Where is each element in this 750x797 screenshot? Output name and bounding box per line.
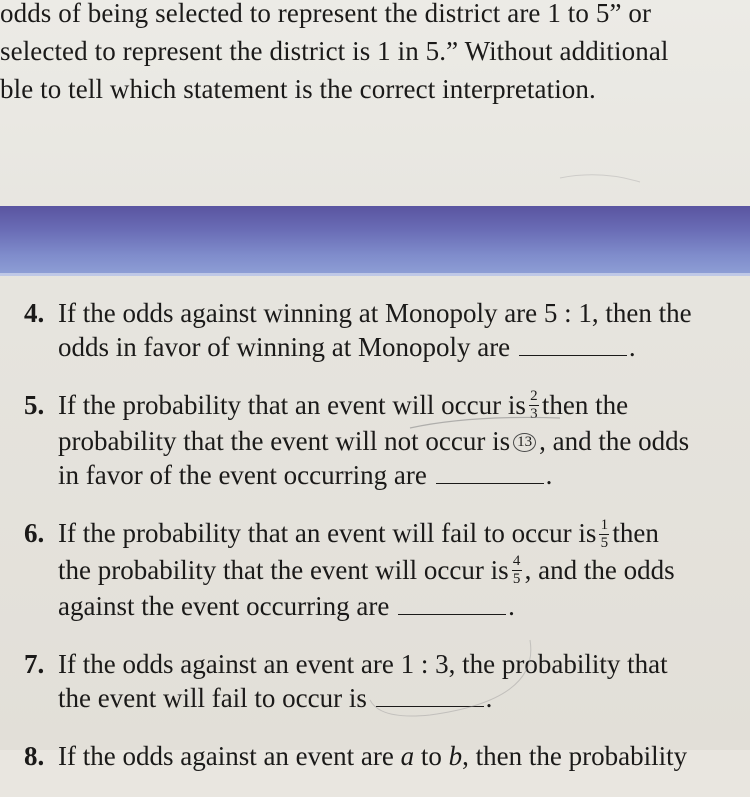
denominator: 3 — [530, 406, 538, 423]
section-header-band — [0, 206, 750, 276]
problem-text: If the odds against winning at Monopoly are 5 : 1, then the — [58, 298, 692, 328]
denominator: 5 — [600, 534, 609, 551]
problem-text: , then the probability — [462, 740, 688, 771]
problem-text: If the odds against an event are — [58, 740, 394, 771]
problem-6 — [24, 516, 750, 623]
answer-blank[interactable] — [519, 333, 627, 356]
intro-line-3: ble to tell which statement is the correct interpretation. — [0, 74, 596, 104]
answer-blank[interactable] — [398, 592, 506, 615]
numerator: 1 — [600, 516, 609, 533]
problem-line — [58, 647, 750, 681]
problem-line — [58, 681, 750, 715]
problem-line — [58, 296, 750, 330]
problem-text: to — [420, 740, 442, 771]
variable-a: a — [400, 740, 415, 771]
problem-5 — [24, 388, 750, 492]
problem-number: 4. — [24, 298, 45, 328]
problem-text: the event will fail to occur is — [58, 682, 367, 713]
denominator: 5 — [512, 570, 521, 587]
numerator: 4 — [512, 552, 521, 569]
intro-text — [0, 0, 750, 108]
problem-text: then — [612, 518, 659, 549]
period: . — [628, 332, 636, 362]
denominator: 3 — [524, 433, 533, 450]
numerator: 1 — [517, 433, 525, 450]
problem-text: If the probability that an event will occur is — [58, 390, 526, 420]
problem-text: the probability that the event will occur is — [58, 554, 509, 585]
problem-list — [24, 296, 750, 797]
problem-text: in favor of the event occurring are — [58, 460, 427, 491]
problem-number: 8. — [24, 740, 45, 771]
problem-8 — [24, 739, 750, 773]
problem-line — [58, 458, 750, 492]
problem-line — [58, 388, 750, 424]
numerator: 2 — [530, 388, 538, 405]
problem-text: , and the odds — [539, 426, 690, 457]
problem-line — [58, 553, 750, 589]
problem-text: against the event occurring are — [58, 590, 390, 621]
circled-fraction — [513, 433, 536, 452]
problem-text: , and the odds — [524, 554, 675, 585]
problem-number: 6. — [24, 518, 45, 549]
intro-line-2: selected to represent the district is 1 in 5.” Without additional — [0, 36, 669, 66]
problem-number: 7. — [24, 648, 45, 679]
problem-7 — [24, 647, 750, 715]
problem-text: probability that the event will not occur is — [58, 426, 511, 457]
intro-line-1: odds of being selected to represent the district are 1 to 5” or — [0, 0, 652, 28]
problem-text: If the odds against an event are 1 : 3, the probability that — [58, 648, 668, 679]
period: . — [508, 590, 515, 621]
problem-line — [58, 424, 750, 458]
problem-line — [58, 739, 750, 773]
problem-4 — [24, 296, 750, 364]
problem-line — [58, 330, 750, 364]
answer-blank[interactable] — [436, 461, 544, 484]
variable-b: b — [448, 740, 463, 771]
period: . — [545, 460, 553, 491]
period: . — [485, 682, 493, 713]
problem-text: then the — [541, 390, 629, 420]
fraction — [529, 389, 539, 422]
fraction — [512, 554, 522, 587]
problem-text: odds in favor of winning at Monopoly are — [58, 332, 511, 362]
problem-text: If the probability that an event will fail to occur is — [58, 518, 597, 549]
problem-line — [58, 589, 750, 623]
problem-number: 5. — [24, 390, 45, 420]
problem-line — [58, 516, 750, 552]
fraction — [599, 518, 609, 551]
answer-blank[interactable] — [376, 684, 484, 707]
